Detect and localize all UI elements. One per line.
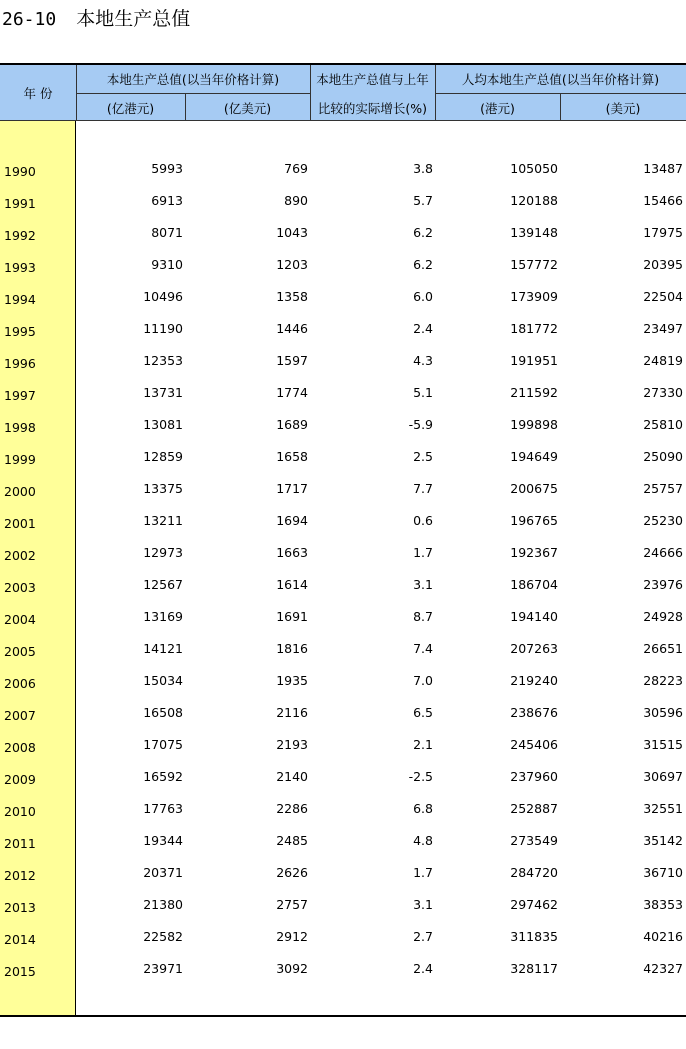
growth-cell: 2.1 (413, 737, 433, 752)
gdp-hkd-cell: 8071 (151, 225, 183, 240)
table-row (0, 376, 686, 408)
growth-cell: -5.9 (408, 417, 433, 432)
gdp-usd-cell: 2116 (276, 705, 308, 720)
table-row (0, 536, 686, 568)
percap-usd-cell: 24928 (643, 609, 683, 624)
percap-usd-cell: 25757 (643, 481, 683, 496)
gdp-usd-cell: 1691 (276, 609, 308, 624)
gdp-hkd-cell: 12859 (143, 449, 183, 464)
year-cell: 1991 (4, 196, 36, 211)
header-year: 年 份 (23, 86, 53, 101)
gdp-hkd-cell: 12973 (143, 545, 183, 560)
gdp-usd-cell: 890 (284, 193, 308, 208)
growth-cell: 4.3 (413, 353, 433, 368)
year-cell: 2006 (4, 676, 36, 691)
percap-usd-cell: 31515 (643, 737, 683, 752)
header-percap-usd: (美元) (605, 100, 641, 116)
percap-usd-cell: 24819 (643, 353, 683, 368)
year-cell: 2004 (4, 612, 36, 627)
gdp-hkd-cell: 12567 (143, 577, 183, 592)
percap-hkd-cell: 192367 (510, 545, 558, 560)
gdp-hkd-cell: 15034 (143, 673, 183, 688)
percap-hkd-cell: 194140 (510, 609, 558, 624)
percap-usd-cell: 26651 (643, 641, 683, 656)
table-row (0, 344, 686, 376)
gdp-hkd-cell: 13169 (143, 609, 183, 624)
table-title: 本地生产总值 (76, 8, 191, 30)
year-cell: 2009 (4, 772, 36, 787)
gdp-hkd-cell: 6913 (151, 193, 183, 208)
growth-cell: 3.8 (413, 161, 433, 176)
growth-cell: 7.7 (413, 481, 433, 496)
growth-cell: 7.4 (413, 641, 433, 656)
growth-cell: 6.2 (413, 257, 433, 272)
growth-cell: 8.7 (413, 609, 433, 624)
year-cell: 2014 (4, 932, 36, 947)
year-cell: 2015 (4, 964, 36, 979)
table-row (0, 824, 686, 856)
table-row (0, 792, 686, 824)
gdp-usd-cell: 1446 (276, 321, 308, 336)
table-row (0, 568, 686, 600)
table-row (0, 728, 686, 760)
gdp-usd-cell: 3092 (276, 961, 308, 976)
percap-usd-cell: 25090 (643, 449, 683, 464)
percap-usd-cell: 23497 (643, 321, 683, 336)
growth-cell: 2.4 (413, 321, 433, 336)
percap-hkd-cell: 157772 (510, 257, 558, 272)
growth-cell: 6.2 (413, 225, 433, 240)
percap-usd-cell: 36710 (643, 865, 683, 880)
growth-cell: 1.7 (413, 545, 433, 560)
growth-cell: -2.5 (408, 769, 433, 784)
table-row (0, 952, 686, 984)
header-percap-hkd: (港元) (480, 100, 515, 116)
table-row (0, 408, 686, 440)
table-row (0, 312, 686, 344)
header-growth-line2: 比较的实际增长(%) (317, 100, 428, 116)
header-growth-line1: 本地生产总值与上年 (316, 72, 429, 87)
growth-cell: 7.0 (413, 673, 433, 688)
table-row (0, 856, 686, 888)
table-row (0, 600, 686, 632)
gdp-hkd-cell: 21380 (143, 897, 183, 912)
percap-hkd-cell: 237960 (510, 769, 558, 784)
table-row (0, 152, 686, 184)
percap-hkd-cell: 120188 (510, 193, 558, 208)
percap-hkd-cell: 328117 (510, 961, 558, 976)
gdp-hkd-cell: 22582 (143, 929, 183, 944)
percap-usd-cell: 42327 (643, 961, 683, 976)
percap-hkd-cell: 297462 (510, 897, 558, 912)
growth-cell: 1.7 (413, 865, 433, 880)
growth-cell: 2.4 (413, 961, 433, 976)
gdp-usd-cell: 1658 (276, 449, 308, 464)
header-gdp-hkd: (亿港元) (106, 100, 155, 116)
percap-usd-cell: 28223 (643, 673, 683, 688)
gdp-hkd-cell: 16508 (143, 705, 183, 720)
percap-hkd-cell: 173909 (510, 289, 558, 304)
gdp-usd-cell: 1717 (276, 481, 308, 496)
percap-hkd-cell: 238676 (510, 705, 558, 720)
percap-hkd-cell: 105050 (510, 161, 558, 176)
year-cell: 1990 (4, 164, 36, 179)
growth-cell: 5.1 (413, 385, 433, 400)
table-row (0, 440, 686, 472)
gdp-usd-cell: 2757 (276, 897, 308, 912)
growth-cell: 2.7 (413, 929, 433, 944)
header-gdp-group: 本地生产总值(以当年价格计算) (106, 72, 280, 87)
table-row (0, 184, 686, 216)
gdp-usd-cell: 1935 (276, 673, 308, 688)
percap-hkd-cell: 186704 (510, 577, 558, 592)
gdp-usd-cell: 1816 (276, 641, 308, 656)
percap-usd-cell: 20395 (643, 257, 683, 272)
gdp-hkd-cell: 23971 (143, 961, 183, 976)
year-cell: 2007 (4, 708, 36, 723)
percap-usd-cell: 13487 (643, 161, 683, 176)
table-row (0, 696, 686, 728)
growth-cell: 4.8 (413, 833, 433, 848)
percap-hkd-cell: 207263 (510, 641, 558, 656)
table-row (0, 920, 686, 952)
header-percap-group: 人均本地生产总值(以当年价格计算) (461, 72, 660, 87)
year-cell: 1997 (4, 388, 36, 403)
percap-usd-cell: 38353 (643, 897, 683, 912)
percap-hkd-cell: 273549 (510, 833, 558, 848)
gdp-usd-cell: 1689 (276, 417, 308, 432)
table-header (0, 63, 686, 121)
percap-usd-cell: 40216 (643, 929, 683, 944)
percap-hkd-cell: 194649 (510, 449, 558, 464)
gdp-usd-cell: 1043 (276, 225, 308, 240)
year-cell: 1992 (4, 228, 36, 243)
percap-usd-cell: 22504 (643, 289, 683, 304)
year-cell: 1996 (4, 356, 36, 371)
percap-usd-cell: 27330 (643, 385, 683, 400)
table-row (0, 216, 686, 248)
table-row (0, 504, 686, 536)
percap-hkd-cell: 284720 (510, 865, 558, 880)
gdp-hkd-cell: 13081 (143, 417, 183, 432)
growth-cell: 0.6 (413, 513, 433, 528)
gdp-usd-cell: 1663 (276, 545, 308, 560)
gdp-hkd-cell: 20371 (143, 865, 183, 880)
gdp-hkd-cell: 17763 (143, 801, 183, 816)
percap-hkd-cell: 252887 (510, 801, 558, 816)
percap-usd-cell: 24666 (643, 545, 683, 560)
table-number: 26-10 (2, 9, 57, 30)
year-cell: 2005 (4, 644, 36, 659)
percap-hkd-cell: 139148 (510, 225, 558, 240)
year-cell: 2001 (4, 516, 36, 531)
year-cell: 1994 (4, 292, 36, 307)
year-cell: 2010 (4, 804, 36, 819)
year-cell: 1998 (4, 420, 36, 435)
gdp-usd-cell: 2912 (276, 929, 308, 944)
gdp-usd-cell: 2485 (276, 833, 308, 848)
gdp-hkd-cell: 17075 (143, 737, 183, 752)
year-cell: 2000 (4, 484, 36, 499)
gdp-usd-cell: 2626 (276, 865, 308, 880)
growth-cell: 5.7 (413, 193, 433, 208)
gdp-hkd-cell: 19344 (143, 833, 183, 848)
table-row (0, 248, 686, 280)
percap-hkd-cell: 311835 (510, 929, 558, 944)
gdp-hkd-cell: 10496 (143, 289, 183, 304)
table-row (0, 760, 686, 792)
growth-cell: 6.8 (413, 801, 433, 816)
growth-cell: 6.0 (413, 289, 433, 304)
gdp-hkd-cell: 9310 (151, 257, 183, 272)
table-row (0, 472, 686, 504)
gdp-hkd-cell: 13375 (143, 481, 183, 496)
gdp-usd-cell: 1358 (276, 289, 308, 304)
percap-hkd-cell: 219240 (510, 673, 558, 688)
header-gdp-usd: (亿美元) (223, 100, 272, 116)
percap-usd-cell: 32551 (643, 801, 683, 816)
percap-usd-cell: 23976 (643, 577, 683, 592)
year-cell: 2012 (4, 868, 36, 883)
table-bottom-rule (0, 1015, 686, 1017)
growth-cell: 3.1 (413, 577, 433, 592)
gdp-hkd-cell: 13211 (143, 513, 183, 528)
year-cell: 2002 (4, 548, 36, 563)
gdp-usd-cell: 2286 (276, 801, 308, 816)
gdp-usd-cell: 769 (284, 161, 308, 176)
gdp-hkd-cell: 5993 (151, 161, 183, 176)
year-cell: 2013 (4, 900, 36, 915)
year-cell: 2003 (4, 580, 36, 595)
gdp-hkd-cell: 12353 (143, 353, 183, 368)
year-cell: 2011 (4, 836, 36, 851)
gdp-usd-cell: 1694 (276, 513, 308, 528)
gdp-usd-cell: 1203 (276, 257, 308, 272)
year-cell: 2008 (4, 740, 36, 755)
percap-hkd-cell: 191951 (510, 353, 558, 368)
percap-usd-cell: 25230 (643, 513, 683, 528)
gdp-hkd-cell: 16592 (143, 769, 183, 784)
gdp-usd-cell: 1614 (276, 577, 308, 592)
percap-usd-cell: 30596 (643, 705, 683, 720)
percap-usd-cell: 25810 (643, 417, 683, 432)
gdp-usd-cell: 1597 (276, 353, 308, 368)
percap-usd-cell: 17975 (643, 225, 683, 240)
percap-hkd-cell: 211592 (510, 385, 558, 400)
table-row (0, 888, 686, 920)
table-row (0, 280, 686, 312)
percap-hkd-cell: 196765 (510, 513, 558, 528)
gdp-hkd-cell: 13731 (143, 385, 183, 400)
table-row (0, 632, 686, 664)
growth-cell: 3.1 (413, 897, 433, 912)
year-cell: 1999 (4, 452, 36, 467)
percap-usd-cell: 30697 (643, 769, 683, 784)
percap-usd-cell: 15466 (643, 193, 683, 208)
table-row (0, 664, 686, 696)
gdp-hkd-cell: 11190 (143, 321, 183, 336)
gdp-usd-cell: 2193 (276, 737, 308, 752)
percap-hkd-cell: 181772 (510, 321, 558, 336)
percap-usd-cell: 35142 (643, 833, 683, 848)
gdp-usd-cell: 1774 (276, 385, 308, 400)
percap-hkd-cell: 199898 (510, 417, 558, 432)
gdp-hkd-cell: 14121 (143, 641, 183, 656)
table-body (0, 152, 686, 984)
growth-cell: 2.5 (413, 449, 433, 464)
page-title (2, 4, 190, 34)
percap-hkd-cell: 200675 (510, 481, 558, 496)
growth-cell: 6.5 (413, 705, 433, 720)
year-cell: 1993 (4, 260, 36, 275)
gdp-usd-cell: 2140 (276, 769, 308, 784)
percap-hkd-cell: 245406 (510, 737, 558, 752)
year-cell: 1995 (4, 324, 36, 339)
